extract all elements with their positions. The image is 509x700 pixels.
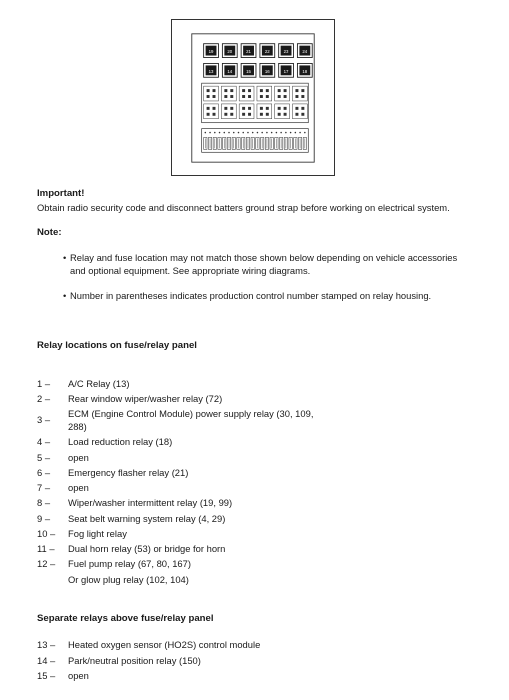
item-number: 5 – [37,452,51,463]
relay-pin [248,89,251,92]
relay-pin [242,113,245,116]
note-text: Relay and fuse location may not match those shown below depending on vehicle accessories and optional equipment. See appropriate wiring diagrams. [70,252,458,276]
fuse-number-mark [228,132,230,134]
relay-position [257,104,272,119]
fuse-number-mark [257,132,259,134]
item-text: open [68,452,89,463]
item-text: open [68,670,89,681]
relay-pin [230,95,233,98]
item-number: 3 – [37,414,51,425]
item-text: Or glow plug relay (102, 104) [68,574,189,585]
relay-pin [295,89,298,92]
item-number: 9 – [37,513,51,524]
item-number: 1 – [37,378,51,389]
relay-number-label: 21 [246,49,251,55]
relay-section-heading: Relay locations on fuse/relay panel [37,340,197,351]
relay-pin [230,107,233,110]
fuse-number-mark [295,132,297,134]
item-text: Seat belt warning system relay (4, 29) [68,513,226,524]
item-number: 13 – [37,639,56,650]
relay-pin [207,107,210,110]
relay-pin [207,89,210,92]
relay-pin [248,113,251,116]
relay-pin [278,95,281,98]
relay-number-label: 19 [208,49,214,55]
item-number: 11 – [37,543,55,554]
relay-pin [260,107,263,110]
relay-number-label: 17 [283,68,289,74]
item-text: ECM (Engine Control Module) power supply relay (30, 109, 288) [68,408,314,432]
relay-pin [242,95,245,98]
relay-pin [260,89,263,92]
relay-pin [213,113,216,116]
relay-pin [266,89,269,92]
bullet-icon: • [63,290,67,301]
item-number: 4 – [37,436,51,447]
relay-position [239,86,254,101]
fuse-number-mark [219,132,221,134]
relay-position [221,86,236,101]
item-number: 6 – [37,467,51,478]
relay-pin [284,107,287,110]
fuse-number-mark [214,132,216,134]
relay-pin [295,107,298,110]
separate-section-heading: Separate relays above fuse/relay panel [37,613,214,624]
relay-position [275,86,290,101]
relay-pin [224,113,227,116]
relay-pin [284,113,287,116]
fuse-number-mark [304,132,306,134]
relay-pin [207,113,210,116]
relay-number-label: 24 [302,49,308,55]
relay-number-label: 16 [264,68,270,74]
relay-pin [284,95,287,98]
relay-pin [242,89,245,92]
relay-pin [260,113,263,116]
relay-pin [278,113,281,116]
item-text: Load reduction relay (18) [68,436,173,447]
relay-number-label: 13 [208,68,214,74]
relay-position [275,104,290,119]
item-number: 14 – [37,655,56,666]
item-text: Emergency flasher relay (21) [68,467,189,478]
relay-pin [230,113,233,116]
relay-pin [260,95,263,98]
fuse-number-mark [271,132,273,134]
relay-pin [242,107,245,110]
fuse-panel-drawing [172,20,334,175]
relay-pin [284,89,287,92]
important-text: Obtain radio security code and disconnect batters ground strap before working on electrical system. [37,202,450,213]
note-heading: Note: [37,227,62,238]
item-text: Heated oxygen sensor (HO2S) control module [68,639,261,650]
fuse-number-mark [223,132,225,134]
relay-position [204,104,219,119]
relay-position [239,104,254,119]
relay-pin [266,95,269,98]
relay-pin [224,89,227,92]
relay-number-label: 18 [302,68,308,74]
fuse-number-mark [280,132,282,134]
relay-pin [266,107,269,110]
fuse-number-mark [233,132,235,134]
item-text: Fog light relay [68,528,127,539]
relay-pin [266,113,269,116]
fuse-number-mark [299,132,301,134]
important-heading: Important! [37,188,85,199]
relay-pin [295,113,298,116]
relay-pin [278,107,281,110]
item-number: 2 – [37,393,51,404]
fuse-number-mark [205,132,207,134]
fuse-number-mark [266,132,268,134]
item-text: Dual horn relay (53) or bridge for horn [68,543,226,554]
relay-number-label: 23 [283,49,289,55]
fuse-number-mark [276,132,278,134]
item-number: 15 – [37,670,56,681]
relay-pin [224,107,227,110]
relay-pin [295,95,298,98]
relay-pin [230,89,233,92]
item-text: A/C Relay (13) [68,378,130,389]
item-number: 8 – [37,497,51,508]
item-number: 7 – [37,482,51,493]
fuse-relay-panel-diagram [171,19,335,176]
relay-number-label: 14 [227,68,233,74]
fuse-number-mark [242,132,244,134]
fuse-number-mark [261,132,263,134]
relay-position [257,86,272,101]
item-number: 12 – [37,558,56,569]
relay-pin [213,95,216,98]
relay-number-label: 20 [227,49,233,55]
relay-pin [301,89,304,92]
item-text: Fuel pump relay (67, 80, 167) [68,558,191,569]
relay-pin [301,107,304,110]
relay-pin [248,107,251,110]
relay-position [204,86,219,101]
relay-position [221,104,236,119]
note-item [63,251,463,277]
note-text: Number in parentheses indicates production control number stamped on relay housing. [70,290,432,301]
relay-pin [213,107,216,110]
fuse-number-mark [238,132,240,134]
relay-pin [224,95,227,98]
relay-pin [213,89,216,92]
relay-pin [248,95,251,98]
fuse-number-mark [252,132,254,134]
relay-pin [207,95,210,98]
item-number: 10 – [37,528,56,539]
bullet-icon: • [63,252,67,263]
item-text: Rear window wiper/washer relay (72) [68,393,223,404]
item-text: Wiper/washer intermittent relay (19, 99) [68,497,233,508]
fuse-number-mark [290,132,292,134]
fuse-number-mark [247,132,249,134]
relay-number-label: 22 [264,49,270,55]
relay-pin [278,89,281,92]
relay-pin [301,113,304,116]
item-text: Park/neutral position relay (150) [68,655,201,666]
fuse-number-mark [285,132,287,134]
relay-number-label: 15 [246,68,251,74]
fuse-number-mark [209,132,211,134]
relay-position [292,104,307,119]
relay-pin [301,95,304,98]
note-item [63,289,463,302]
relay-position [292,86,307,101]
item-text: open [68,482,89,493]
